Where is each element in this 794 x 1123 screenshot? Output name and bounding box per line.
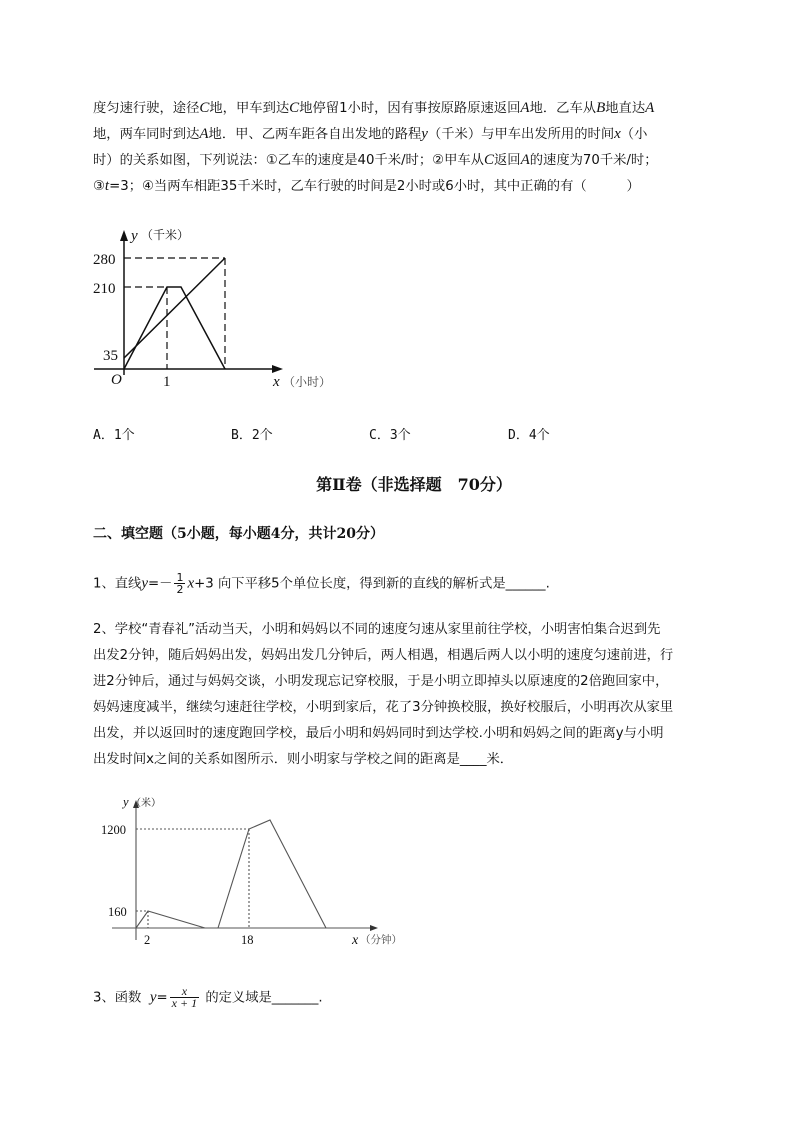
var: y [149,989,157,1006]
option-d[interactable]: D．4个 [508,428,550,443]
question-3 [93,986,323,1009]
tick-35: 35 [103,348,118,364]
text: 的定义域是_______. [205,990,323,1006]
text: 地停留1小时，因有事按原路原速返回 [299,101,521,116]
distance-path-1 [136,911,205,928]
tick-2: 2 [144,933,151,947]
x-arrow-icon [370,925,378,931]
question-2-line: 出发2分钟，随后妈妈出发，妈妈出发几分钟后，两人相遇，相遇后两人以小明的速度匀速前进，行 [93,648,674,663]
fraction [174,572,185,595]
question-2-line: 出发时间x之间的关系如图所示．则小明家与学校之间的距离是____米． [93,752,514,767]
option-a[interactable]: A．1个 [93,428,135,443]
denominator: x + 1 [171,996,198,1010]
tick-1200: 1200 [101,823,126,837]
var: t [104,178,110,194]
section-heading: 二、填空题（5小题，每小题4分，共计20分） [93,526,384,542]
text: 度匀速行驶，途径 [93,101,200,116]
var: y [141,575,149,592]
y-unit: （米） [131,798,161,809]
text: （小 [620,127,648,142]
text: 地直达 [605,101,646,116]
numerator: x [170,986,199,998]
graph-1 [94,230,283,375]
x-label: x [273,374,280,390]
text: ③ [93,179,105,194]
var: A [645,100,655,116]
question-2-line: 妈妈速度减半，继续匀速赶往学校，小明到家后，花了3分钟换校服，换好校服后，小明再次从家里 [93,700,674,715]
y-label: y [123,795,129,809]
numerator: 1 [176,571,184,584]
option-c[interactable]: C．3个 [369,428,411,443]
text: 3、函数 [93,990,142,1006]
tick-18: 18 [241,933,254,947]
question-1 [93,572,550,595]
y-unit: （千米） [141,228,190,242]
question-2-line: 出发，并以返回时的速度跑回学校，最后小明和妈妈同时到达学校.小明和妈妈之间的距离y与小明 [93,726,664,741]
var: C [483,152,494,168]
distance-path-2 [218,820,326,928]
text: 的速度为70千米/时； [529,153,658,168]
text: = [156,990,168,1006]
tick-280: 280 [93,252,116,268]
option-b[interactable]: B．2个 [231,428,273,443]
text: 时）的关系如图，下列说法：①乙车的速度是40千米/时；②甲车从 [93,153,484,168]
text: =3；④当两车相距35千米时，乙车行驶的时间是2小时或6小时，其中正确的有（ ） [109,179,640,194]
text: +3 向下平移5个单位长度，得到新的直线的解析式是______. [194,576,550,592]
x-unit: （分钟） [360,935,402,946]
var: A [520,100,530,116]
var: x [187,575,195,592]
tick-160: 160 [108,905,127,919]
car-jia-path [124,287,225,369]
text: 地．乙车从 [529,101,597,116]
origin-label: O [111,372,122,388]
text: （千米）与甲车出发所用的时间 [427,127,615,142]
var: x [614,126,621,142]
text: 地，两车同时到达 [93,127,200,142]
var: C [199,100,210,116]
text: 1、直线 [93,576,142,592]
var: C [289,100,300,116]
question-2-line: 2、学校“青春礼”活动当天，小明和妈妈以不同的速度匀速从家里前往学校，小明害怕集合迟到先 [93,622,661,637]
question-2-line: 进2分钟后，通过与妈妈交谈，小明发现忘记穿校服，于是小明立即掉头以原速度的2倍跑回家中， [93,674,669,689]
tick-210: 210 [93,281,116,297]
graph-2 [112,800,378,940]
tick-1: 1 [163,374,171,390]
guide-lines [136,829,249,928]
guide-lines [124,258,225,369]
car-yi-path [124,258,225,358]
part2-title: 第Ⅱ卷（非选择题 70分） [316,475,512,494]
text: 地．甲、乙两车距各自出发地的路程 [208,127,422,142]
denominator: 2 [176,583,184,596]
text: =－ [148,576,173,592]
var: A [199,126,209,142]
x-arrow-icon [272,365,283,373]
var: y [421,126,428,142]
y-label: y [131,228,138,244]
y-arrow-icon [120,230,128,241]
x-unit: （小时） [283,375,332,389]
var: A [520,152,530,168]
text: 返回 [493,153,521,168]
var: B [596,100,606,116]
fraction [170,986,199,1009]
text: 地，甲车到达 [209,101,290,116]
x-label: x [352,933,359,948]
